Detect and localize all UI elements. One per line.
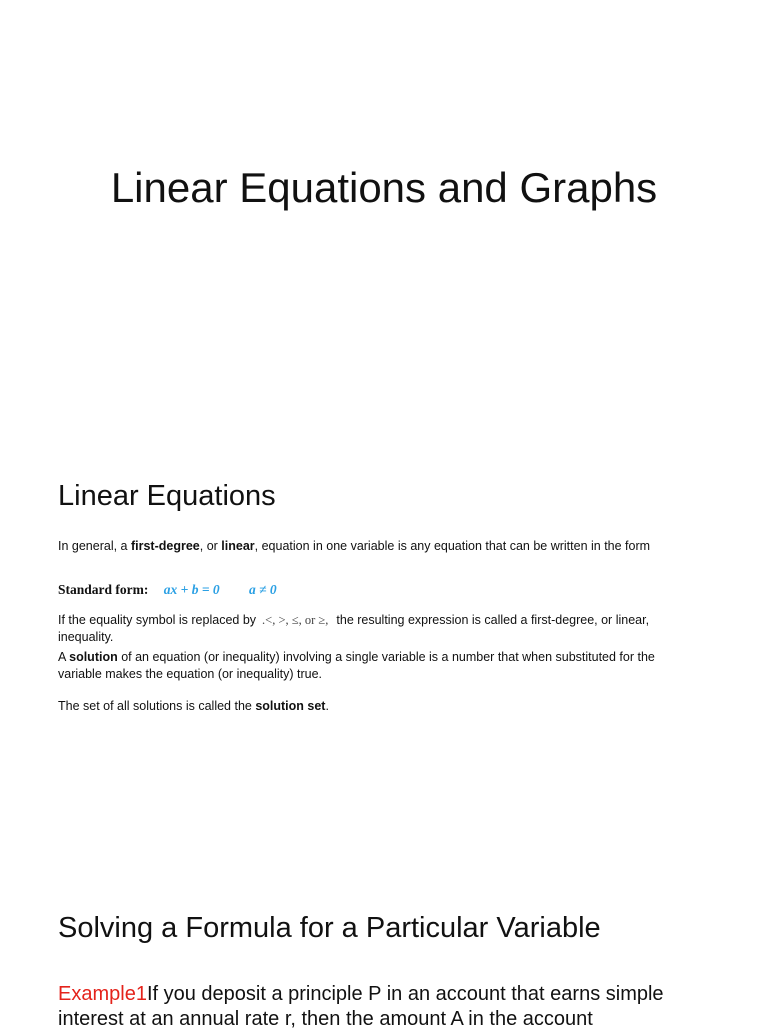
example-text: If you deposit a principle P in an account that earns simple interest at an annual rate r, then the amount A in the account [58,983,664,1030]
text: If the equality symbol is replaced by [58,613,257,627]
text: . [325,699,329,713]
paragraph-solution-set [58,698,698,715]
bold-term: linear [221,539,255,553]
paragraph-definition [58,538,698,555]
text: the resulting expression is called a first-degree, or linear, inequality. [58,613,650,644]
bold-term: first-degree [130,539,200,553]
standard-form-equation: ax + b = 0 [163,582,220,597]
section-heading-solving-formula: Solving a Formula for a Particular Variable [58,912,601,944]
inequality-symbols: .<, >, ≤, or ≥, [262,613,329,627]
bold-term: solution [69,650,118,664]
example-label: Example1 [58,983,147,1005]
example-paragraph [58,982,728,1032]
paragraph-solution [58,649,698,683]
bold-term: solution set [255,699,326,713]
text: of an equation (or inequality) involving a single variable is a number that when substituted for the variable makes the equation (or inequality) true. [58,650,655,681]
paragraph-inequality [58,612,698,646]
standard-form-label: Standard form: [58,582,149,597]
text: , equation in one variable is any equation that can be written in the form [254,539,651,553]
text: In general, a [58,539,131,553]
text: The set of all solutions is called the [58,699,256,713]
text: , or [199,539,222,553]
page-title: Linear Equations and Graphs [110,164,658,211]
standard-form-condition: a ≠ 0 [249,582,277,597]
text: A [58,650,70,664]
standard-form-line [58,581,277,599]
section-heading-linear-equations: Linear Equations [58,480,276,512]
